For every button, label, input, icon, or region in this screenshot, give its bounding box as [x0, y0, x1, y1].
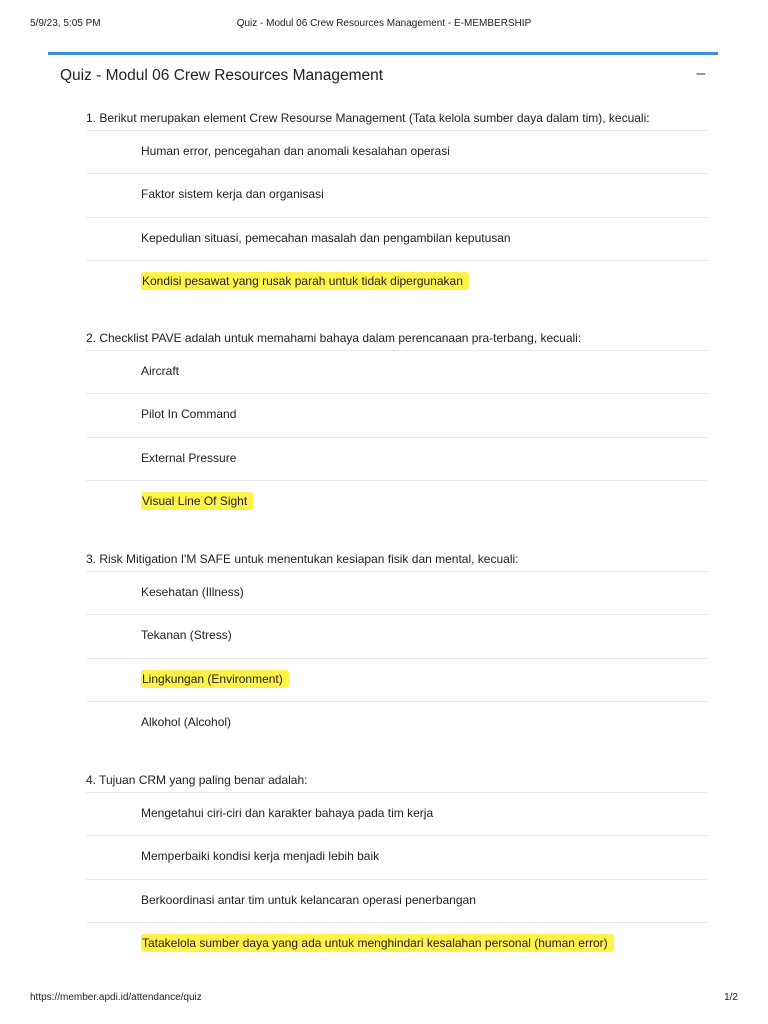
- option-2c[interactable]: [86, 437, 708, 480]
- print-page-title: Quiz - Modul 06 Crew Resources Management - E-MEMBERSHIP: [236, 18, 532, 29]
- print-datetime: 5/9/23, 5:05 PM: [30, 18, 101, 29]
- option-4b[interactable]: [86, 835, 708, 878]
- option-label: Memperbaiki kondisi kerja menjadi lebih baik: [141, 849, 380, 864]
- page-number: 1/2: [724, 992, 738, 1003]
- option-1b[interactable]: [86, 173, 708, 216]
- option-label: Tekanan (Stress): [141, 628, 232, 643]
- option-label: Kesehatan (Illness): [141, 585, 244, 599]
- option-3d[interactable]: [86, 701, 708, 744]
- option-label-highlighted: Tatakelola sumber daya yang ada untuk menghindari kesalahan personal (human error): [141, 934, 614, 952]
- option-3a[interactable]: [86, 571, 708, 614]
- option-label: Pilot In Command: [141, 407, 237, 422]
- option-label: Berkoordinasi antar tim untuk kelancaran operasi penerbangan: [141, 892, 476, 907]
- option-label: External Pressure: [141, 450, 237, 465]
- print-url: https://member.apdi.id/attendance/quiz: [30, 992, 202, 1003]
- option-label: Human error, pencegahan dan anomali kesalahan operasi: [141, 144, 450, 158]
- option-4c[interactable]: [86, 879, 708, 922]
- option-1c[interactable]: [86, 217, 708, 260]
- question-3: [86, 551, 708, 744]
- option-3b[interactable]: [86, 614, 708, 657]
- option-label-highlighted: Lingkungan (Environment): [141, 670, 289, 688]
- option-label-highlighted: Visual Line Of Sight: [141, 492, 253, 510]
- question-1: [86, 110, 708, 303]
- quiz-card-header: [48, 55, 718, 95]
- option-2d[interactable]: [86, 480, 708, 523]
- option-label: Aircraft: [141, 364, 180, 378]
- question-2: [86, 330, 708, 523]
- option-label-highlighted: Kondisi pesawat yang rusak parah untuk tidak dipergunakan: [141, 272, 469, 290]
- question-text: 1. Berikut merupakan element Crew Resourse Management (Tata kelola sumber daya dalam tim), kecuali:: [86, 111, 650, 125]
- option-label: Kepedulian situasi, pemecahan masalah dan pengambilan keputusan: [141, 230, 511, 245]
- option-2b[interactable]: [86, 393, 708, 436]
- question-4: [86, 772, 708, 965]
- option-2a[interactable]: [86, 350, 708, 393]
- print-header: [30, 18, 738, 32]
- option-3c[interactable]: [86, 658, 708, 701]
- option-label: Faktor sistem kerja dan organisasi: [141, 187, 324, 202]
- option-4a[interactable]: [86, 792, 708, 835]
- option-label: Alkohol (Alcohol): [141, 714, 232, 729]
- quiz-card: [48, 52, 718, 965]
- question-text: 3. Risk Mitigation I'M SAFE untuk menentukan kesiapan fisik dan mental, kecuali:: [86, 552, 519, 566]
- collapse-button[interactable]: –: [696, 65, 706, 82]
- option-label: Mengetahui ciri-ciri dan karakter bahaya pada tim kerja: [141, 806, 434, 820]
- question-text: 4. Tujuan CRM yang paling benar adalah:: [86, 773, 308, 787]
- option-1a[interactable]: [86, 130, 708, 173]
- quiz-title: Quiz - Modul 06 Crew Resources Management: [60, 67, 384, 84]
- option-1d[interactable]: [86, 260, 708, 303]
- option-4d[interactable]: [86, 922, 708, 965]
- question-text: 2. Checklist PAVE adalah untuk memahami bahaya dalam perencanaan pra-terbang, kecuali:: [86, 331, 582, 345]
